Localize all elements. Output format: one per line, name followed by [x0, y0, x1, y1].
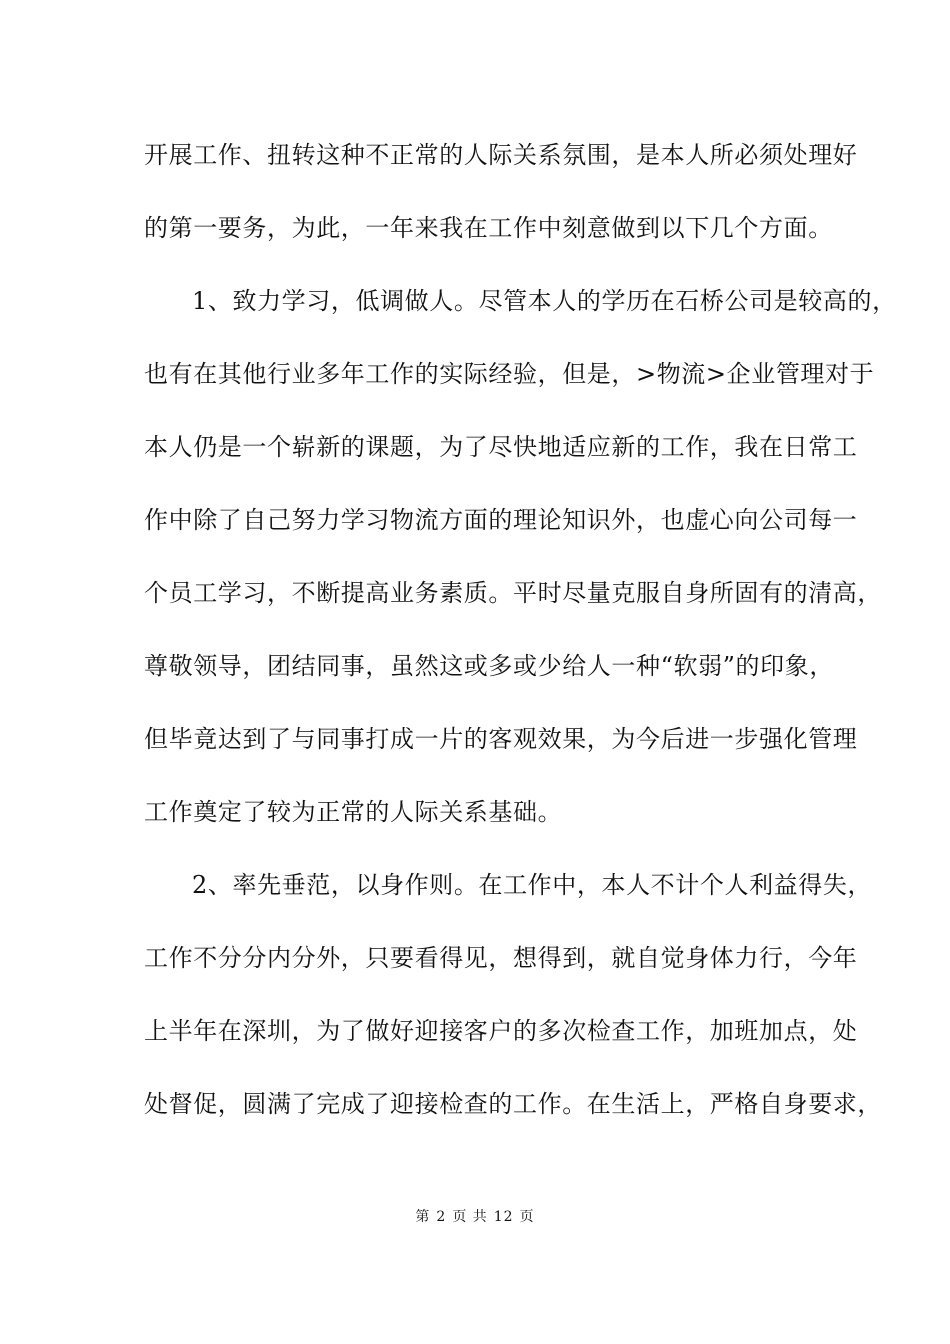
footer-suffix: 页 [519, 1209, 535, 1225]
paragraph-line: 尊敬领导，团结同事，虽然这或多或少给人一种“软弱”的印象， [144, 652, 834, 680]
paragraph-line: 处督促，圆满了完成了迎接检查的工作。在生活上，严格自身要求， [144, 1090, 882, 1118]
paragraph-line: 本人仍是一个崭新的课题，为了尽快地适应新的工作，我在日常工 [144, 433, 858, 461]
paragraph-line: 工作奠定了较为正常的人际关系基础。 [144, 798, 563, 826]
paragraph-line: 个员工学习，不断提高业务素质。平时尽量克服自身所固有的清高， [144, 579, 882, 607]
footer-prefix: 第 [415, 1209, 431, 1225]
paragraph-line: 但毕竟达到了与同事打成一片的客观效果，为今后进一步强化管理 [144, 725, 858, 753]
paragraph-line: 2、率先垂范，以身作则。在工作中，本人不计个人利益得失， [192, 871, 873, 899]
paragraph-line: 开展工作、扭转这种不正常的人际关系氛围，是本人所必须处理好 [144, 141, 858, 169]
paragraph-line: 的第一要务，为此，一年来我在工作中刻意做到以下几个方面。 [144, 214, 833, 242]
paragraph-line: 作中除了自己努力学习物流方面的理论知识外，也虚心向公司每一 [144, 506, 858, 534]
current-page-number: 2 [436, 1209, 447, 1225]
paragraph-line: 上半年在深圳，为了做好迎接客户的多次检查工作，加班加点，处 [144, 1017, 858, 1045]
page-footer [0, 1208, 950, 1226]
paragraph-line: 也有在其他行业多年工作的实际经验，但是，>物流>企业管理对于 [144, 360, 875, 388]
paragraph-line: 工作不分分内分外，只要看得见，想得到，就自觉身体力行，今年 [144, 944, 858, 972]
footer-middle: 页 共 [452, 1209, 488, 1225]
total-pages-number: 12 [493, 1209, 514, 1225]
paragraph-line: 1、致力学习，低调做人。尽管本人的学历在石桥公司是较高的， [192, 287, 897, 315]
